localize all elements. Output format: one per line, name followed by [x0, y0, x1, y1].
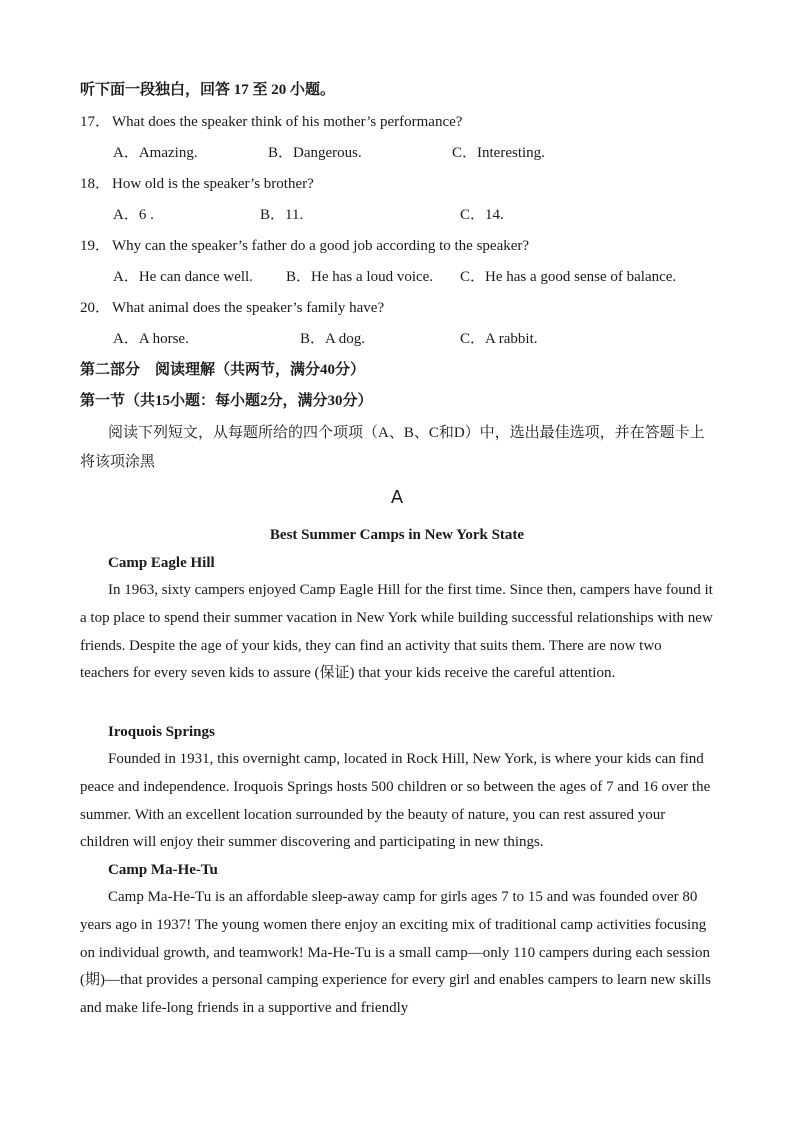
question-text: What does the speaker think of his mother’s performance?	[112, 114, 463, 130]
q18-option-a: A．6 .	[113, 207, 154, 223]
reading-instruction: 阅读下列短文，从每题所给的四个项项（A、B、C和D）中，选出最佳选项，并在答题卡上将该项涂黑	[80, 425, 705, 470]
question-number: 17．	[80, 114, 111, 130]
question-number: 18．	[80, 176, 111, 192]
q17-option-a: A．Amazing.	[113, 145, 198, 161]
question-number: 19．	[80, 238, 111, 254]
camp-text-iroquois-springs: Founded in 1931, this overnight camp, located in Rock Hill, New York, is where your kids can find peace and independence. Iroquois Springs hosts 500 children or so between the ages of 7 and 16 over the summer. With an excellent location surrounded by the beauty of nature, you can rest assured your children will enjoy their summer discovering and participating in new things.	[80, 751, 711, 851]
question-text: What animal does the speaker’s family have?	[112, 300, 385, 316]
camp-text-ma-he-tu: Camp Ma-He-Tu is an affordable sleep-away camp for girls ages 7 to 15 and was founded over 80 years ago in 1937! The young women there enjoy an exciting mix of traditional camp activities focusing on individual growth, and teamwork! Ma-He-Tu is a small camp—only 110 campers during each session (期)—that provides a personal camping experience for every girl and enables campers to learn new skills and make life-long friends in a supportive and friendly	[80, 889, 712, 1017]
q18-option-b: B．11.	[260, 207, 304, 223]
question-20	[80, 298, 384, 318]
camp-name-ma-he-tu: Camp Ma-He-Tu	[108, 862, 218, 878]
q17-option-c: C．Interesting.	[452, 145, 545, 161]
question-17	[80, 112, 462, 132]
camp-name-eagle-hill: Camp Eagle Hill	[108, 555, 215, 571]
section1-title: 第一节（共15小题：每小题2分，满分30分）	[80, 393, 373, 409]
passage-title: Best Summer Camps in New York State	[269, 527, 525, 543]
part2-title: 第二部分 阅读理解（共两节，满分40分）	[80, 362, 366, 378]
q20-option-a: A．A horse.	[113, 331, 189, 347]
q20-option-c: C．A rabbit.	[460, 331, 538, 347]
camp-text-eagle-hill: In 1963, sixty campers enjoyed Camp Eagle Hill for the first time. Since then, campers have found it a top place to spend their summer vacation in New York while building successful relationships with new friends. Despite the age of your kids, they can find an activity that suits them. There are now two teachers for every seven kids to assure (保证) that your kids receive the careful attention.	[80, 582, 713, 682]
q17-option-b: B．Dangerous.	[268, 145, 362, 161]
q19-option-a: A．He can dance well.	[113, 269, 253, 285]
question-19	[80, 236, 529, 256]
question-text: Why can the speaker’s father do a good job according to the speaker?	[112, 238, 530, 254]
camp-name-iroquois-springs: Iroquois Springs	[108, 724, 215, 740]
question-number: 20．	[80, 300, 111, 316]
listening-header: 听下面一段独白，回答 17 至 20 小题。	[80, 82, 336, 98]
question-18	[80, 174, 314, 194]
q20-option-b: B．A dog.	[300, 331, 366, 347]
q18-option-c: C．14.	[460, 207, 504, 223]
passage-letter: A	[390, 487, 404, 508]
q19-option-c: C．He has a good sense of balance.	[460, 269, 677, 285]
q19-option-b: B．He has a loud voice.	[286, 269, 434, 285]
question-text: How old is the speaker’s brother?	[112, 176, 314, 192]
